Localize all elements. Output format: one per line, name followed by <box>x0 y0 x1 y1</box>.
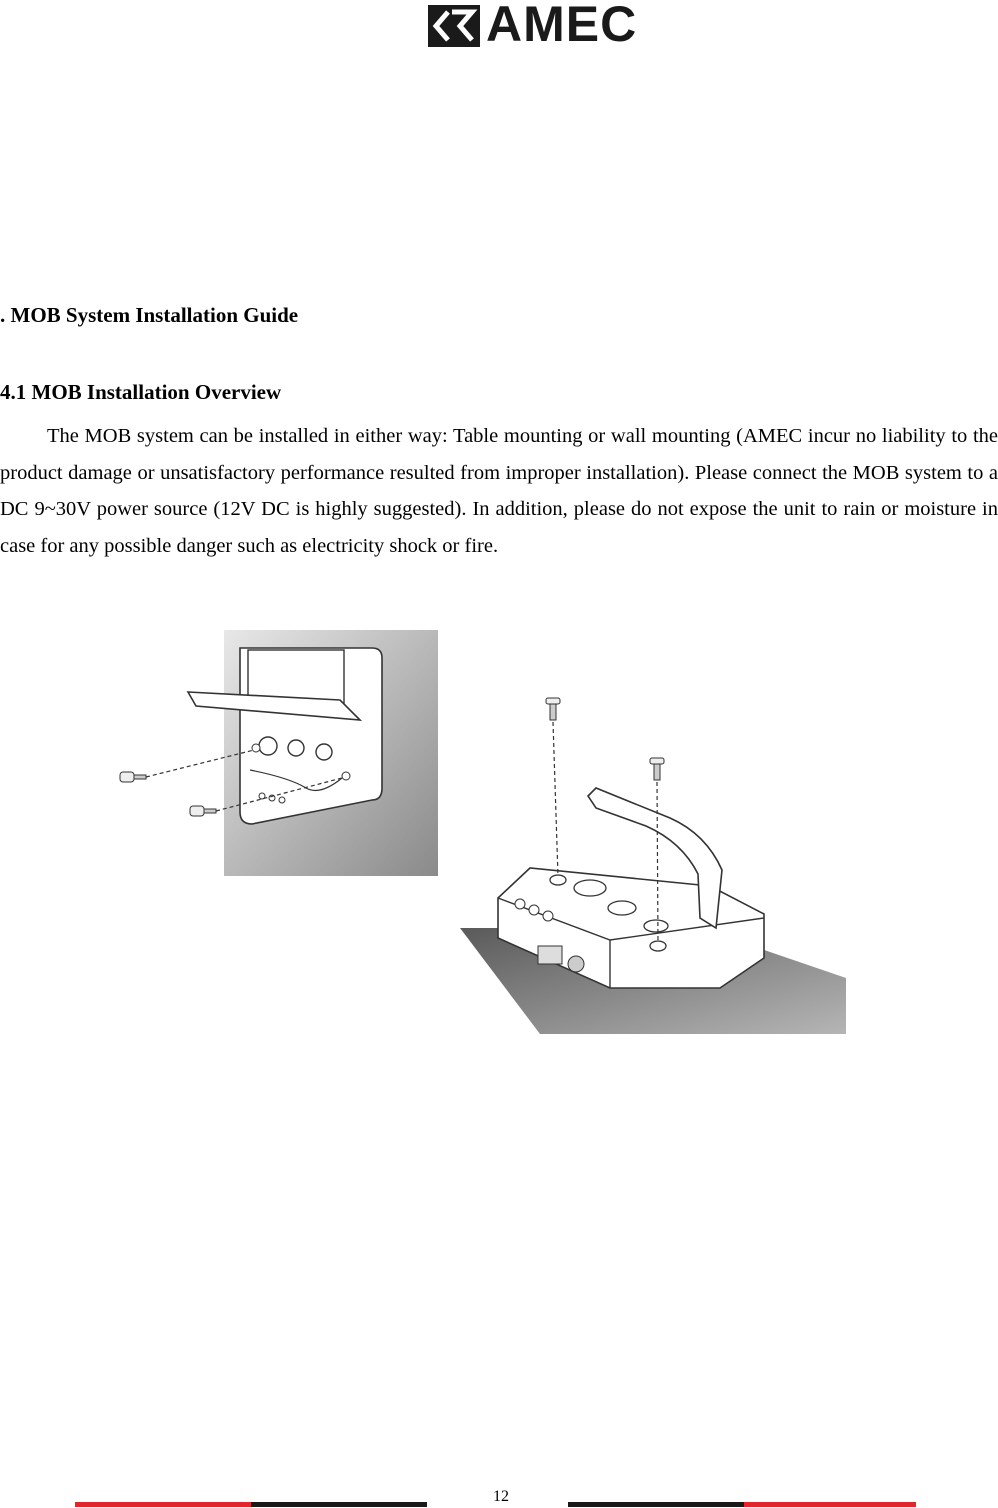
wall-mounting-illustration <box>120 630 438 876</box>
wall-screw-icon <box>120 772 146 782</box>
overview-text: The MOB system can be installed in either way: Table mounting or wall mounting (AMEC incur no liability to the product damage or unsatisfactory performance resulted from improper installation). Please connect the MOB system to a DC 9~30V power source (12V DC is highly suggested). In addition, please do not expose the unit to rain or moisture in case for any possible danger such as electricity shock or fire. <box>0 425 998 557</box>
footer-rule-right-red <box>744 1502 916 1507</box>
installation-figure <box>110 628 850 1038</box>
logo-mark-icon <box>428 2 482 50</box>
table-mounting-illustration <box>460 698 846 1034</box>
amec-logo <box>428 0 638 52</box>
subsection-title: 4.1 MOB Installation Overview <box>0 380 282 404</box>
wall-screw-icon <box>190 806 216 816</box>
footer-rule-left-dark <box>251 1502 427 1507</box>
footer-rule-right-dark <box>568 1502 744 1507</box>
table-screw-icon <box>546 698 560 720</box>
overview-paragraph <box>0 418 998 564</box>
logo-wordmark: AMEC <box>486 0 638 52</box>
section-title: . MOB System Installation Guide <box>0 303 299 327</box>
table-screw-icon <box>650 758 664 780</box>
footer-rule-left-red <box>75 1502 251 1507</box>
page-number: 12 <box>493 1488 509 1505</box>
